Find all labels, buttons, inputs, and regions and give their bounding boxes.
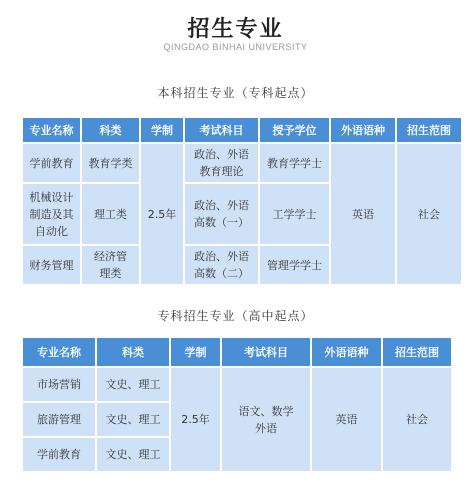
cell-degree: 教育学学士 bbox=[260, 144, 329, 182]
cell-category: 理工类 bbox=[82, 184, 139, 244]
column-header-subjects: 考试科目 bbox=[222, 338, 310, 366]
column-header-major: 专业名称 bbox=[23, 338, 95, 366]
column-header-category: 科类 bbox=[97, 338, 169, 366]
cell-major: 财务管理 bbox=[23, 246, 80, 284]
column-header-major: 专业名称 bbox=[23, 118, 80, 142]
table-row bbox=[23, 246, 461, 284]
cell-duration: 2.5年 bbox=[141, 144, 183, 284]
page-title: 招生专业 bbox=[187, 17, 284, 42]
column-header-category: 科类 bbox=[82, 118, 139, 142]
cell-subjects: 政治、外语 教育理论 bbox=[185, 144, 258, 182]
table-row bbox=[23, 144, 461, 182]
cell-scope: 社会 bbox=[383, 368, 451, 471]
column-header-subjects: 考试科目 bbox=[185, 118, 258, 142]
page-subtitle: QINGDAO BINHAI UNIVERSITY bbox=[163, 42, 308, 52]
column-header-scope: 招生范围 bbox=[383, 338, 451, 366]
cell-degree: 管理学学士 bbox=[260, 246, 329, 284]
cell-category: 文史、理工 bbox=[97, 368, 169, 401]
column-header-degree: 授予学位 bbox=[260, 118, 329, 142]
cell-major: 旅游管理 bbox=[23, 403, 95, 436]
table-header-row bbox=[23, 338, 451, 366]
column-header-language: 外语语种 bbox=[331, 118, 395, 142]
college-table bbox=[21, 336, 453, 473]
undergrad-table bbox=[21, 116, 463, 286]
table-row bbox=[23, 184, 461, 244]
cell-subjects: 政治、外语 高数（一） bbox=[185, 184, 258, 244]
cell-degree: 工学学士 bbox=[260, 184, 329, 244]
cell-scope: 社会 bbox=[397, 144, 461, 284]
cell-major: 机械设计 制造及其 自动化 bbox=[23, 184, 80, 244]
cell-category: 经济管 理类 bbox=[82, 246, 139, 284]
cell-subjects: 语文、数学 外语 bbox=[222, 368, 310, 471]
cell-major: 学前教育 bbox=[23, 438, 95, 471]
cell-major: 市场营销 bbox=[23, 368, 95, 401]
cell-subjects: 政治、外语 高数（二） bbox=[185, 246, 258, 284]
column-header-language: 外语语种 bbox=[312, 338, 381, 366]
cell-major: 学前教育 bbox=[23, 144, 80, 182]
table-row bbox=[23, 368, 451, 401]
cell-category: 文史、理工 bbox=[97, 438, 169, 471]
cell-category: 文史、理工 bbox=[97, 403, 169, 436]
college-section-title: 专科招生专业（高中起点） bbox=[157, 309, 314, 323]
cell-language: 英语 bbox=[312, 368, 381, 471]
table-header-row bbox=[23, 118, 461, 142]
cell-duration: 2.5年 bbox=[171, 368, 220, 471]
column-header-duration: 学制 bbox=[141, 118, 183, 142]
column-header-duration: 学制 bbox=[171, 338, 220, 366]
column-header-scope: 招生范围 bbox=[397, 118, 461, 142]
cell-category: 教育学类 bbox=[82, 144, 139, 182]
cell-language: 英语 bbox=[331, 144, 395, 284]
undergrad-section-title: 本科招生专业（专科起点） bbox=[157, 86, 314, 100]
